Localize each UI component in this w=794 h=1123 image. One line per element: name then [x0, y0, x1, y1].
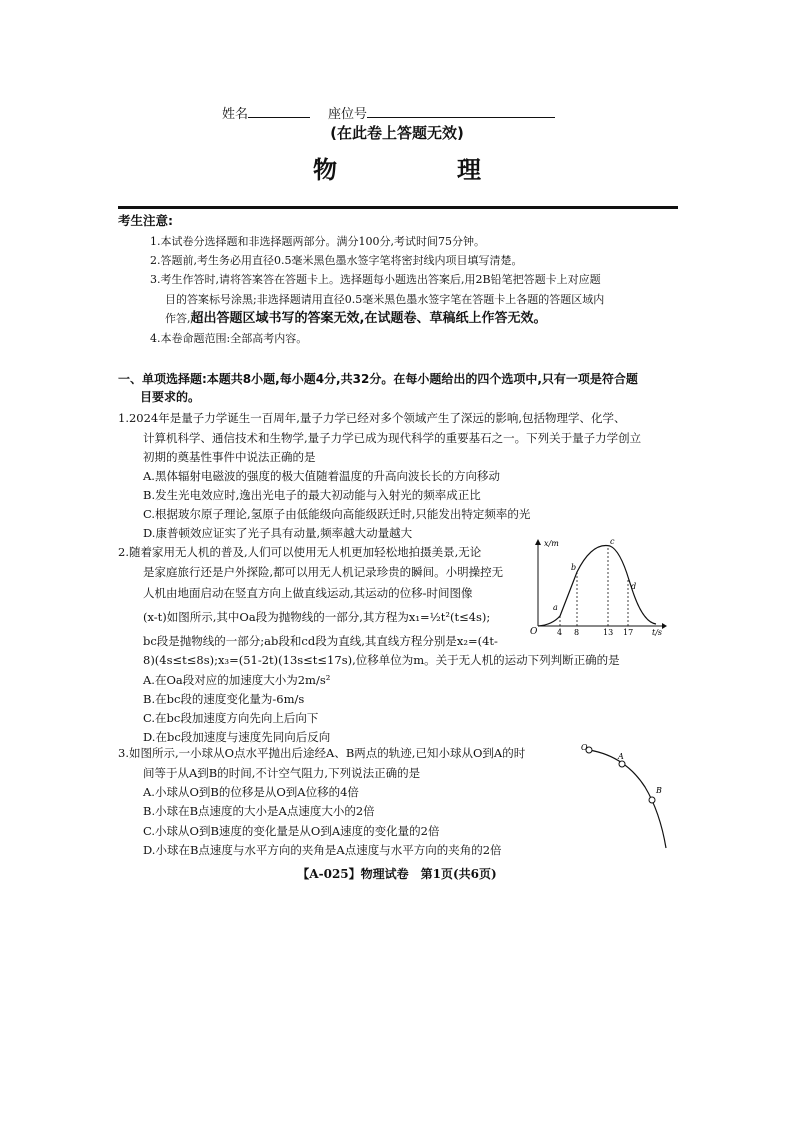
notice-heading: 考生注意:	[118, 213, 173, 228]
point-b: b	[571, 563, 577, 572]
ball-b	[649, 797, 655, 803]
q2-xt-graph	[528, 536, 668, 638]
q1-option-b: B.发生光电效应时,逸出光电子的最大初动能与入射光的频率成正比	[143, 488, 481, 502]
q1-stem-2: 计算机科学、通信技术和生物学,量子力学已成为现代科学的重要基石之一。下列关于量子力学创立	[143, 431, 642, 445]
q2-stem-1: 2.随着家用无人机的普及,人们可以使用无人机更加轻松地拍摄美景,无论	[118, 545, 482, 559]
q3-option-b: B.小球在B点速度的大小是A点速度大小的2倍	[143, 804, 375, 818]
notice-item-3-small: 作答,	[165, 312, 191, 325]
x-axis-arrow	[662, 623, 667, 629]
q1-option-a: A.黑体辐射电磁波的强度的极大值随着温度的升高向波长长的方向移动	[143, 469, 500, 483]
section1-title: 一、单项选择题:本题共8小题,每小题4分,共32分。在每小题给出的四个选项中,只有一项是符合题	[118, 372, 638, 386]
tick-4: 4	[557, 628, 563, 637]
q2-stem-6: 8)(4s≤t≤8s);x₃=(51-2t)(13s≤t≤17s),位移单位为m。关于无人机的运动下列判断正确的是	[143, 653, 620, 667]
point-d: d	[631, 582, 637, 591]
q1-option-d: D.康普顿效应证实了光子具有动量,频率越大动量越大	[143, 526, 413, 540]
section1-title-cont: 目要求的。	[140, 390, 201, 404]
name-label: 姓名	[222, 107, 249, 122]
xt-curve	[538, 546, 656, 626]
notice-item-4: 4.本卷命题范围:全部高考内容。	[150, 332, 308, 345]
q2-stem-2: 是家庭旅行还是户外探险,都可以用无人机记录珍贵的瞬间。小明操控无	[143, 565, 504, 579]
tick-8: 8	[574, 628, 580, 637]
q3-option-c: C.小球从O到B速度的变化量是从O到A速度的变化量的2倍	[143, 824, 440, 838]
notice-warning: 超出答题区域书写的答案无效,在试题卷、草稿纸上作答无效。	[190, 311, 547, 326]
notice-item-3-cont: 目的答案标号涂黑;非选择题请用直径0.5毫米黑色墨水签字笔在答题卡上各题的答题区域内	[165, 293, 605, 306]
name-seat-row	[222, 103, 555, 122]
notice-item-1: 1.本试卷分选择题和非选择题两部分。满分100分,考试时间75分钟。	[150, 235, 485, 248]
page-title: 物 理	[313, 156, 529, 184]
q2-stem-4: (x-t)如图所示,其中Oa段为抛物线的一部分,其方程为x₁=½t²(t≤4s);	[143, 610, 491, 624]
q3-option-d: D.小球在B点速度与水平方向的夹角是A点速度与水平方向的夹角的2倍	[143, 843, 502, 857]
q2-stem-3: 人机由地面启动在竖直方向上做直线运动,其运动的位移-时间图像	[143, 586, 473, 600]
q3-stem-1: 3.如图所示,一小球从O点水平抛出后途经A、B两点的轨迹,已知小球从O到A的时	[118, 746, 526, 760]
label-b: B	[656, 786, 662, 795]
y-axis-arrow	[535, 539, 541, 545]
q1-stem-1: 1.2024年是量子力学诞生一百周年,量子力学已经对多个领域产生了深远的影响,包括物理学、化学、	[118, 411, 626, 425]
label-o: O	[581, 743, 588, 752]
q2-option-b: B.在bc段的速度变化量为-6m/s	[143, 692, 305, 706]
tick-17: 17	[623, 628, 634, 637]
q1-option-c: C.根据玻尔原子理论,氢原子由低能级向高能级跃迁时,只能发出特定频率的光	[143, 507, 531, 521]
q3-stem-2: 间等于从A到B的时间,不计空气阻力,下列说法正确的是	[143, 766, 421, 780]
notice-item-3-end	[165, 312, 546, 326]
page-footer: 【A-025】物理试卷 第1页(共6页)	[297, 867, 497, 881]
q2-stem-5: bc段是抛物线的一部分;ab段和cd段为直线,其直线方程分别是x₂=(4t-	[143, 634, 498, 648]
y-axis-label: x/m	[544, 539, 559, 548]
origin-label: O	[530, 627, 538, 637]
x-axis-label: t/s	[652, 628, 663, 637]
q3-option-a: A.小球从O到B的位移是从O到A位移的4倍	[143, 785, 359, 799]
ball-a	[619, 761, 625, 767]
name-blank	[248, 105, 310, 118]
q2-option-d: D.在bc段加速度与速度先同向后反向	[143, 730, 331, 744]
label-a: A	[618, 752, 624, 761]
q2-option-a: A.在Oa段对应的加速度大小为2m/s²	[143, 673, 331, 687]
notice-item-2: 2.答题前,考生务必用直径0.5毫米黑色墨水签字笔将密封线内项目填写清楚。	[150, 254, 523, 267]
point-a: a	[553, 603, 558, 612]
q1-stem-3: 初期的奠基性事件中说法正确的是	[143, 450, 316, 464]
q3-trajectory-figure	[580, 742, 680, 852]
q2-option-c: C.在bc段加速度方向先向上后向下	[143, 711, 319, 725]
seat-label: 座位号	[328, 107, 368, 122]
subtitle: (在此卷上答题无效)	[330, 124, 464, 142]
point-c: c	[610, 537, 615, 546]
seat-blank	[367, 105, 555, 118]
notice-item-3: 3.考生作答时,请将答案答在答题卡上。选择题每小题选出答案后,用2B铅笔把答题卡上对应题	[150, 273, 601, 286]
tick-13: 13	[603, 628, 614, 637]
header-rule	[118, 206, 678, 209]
